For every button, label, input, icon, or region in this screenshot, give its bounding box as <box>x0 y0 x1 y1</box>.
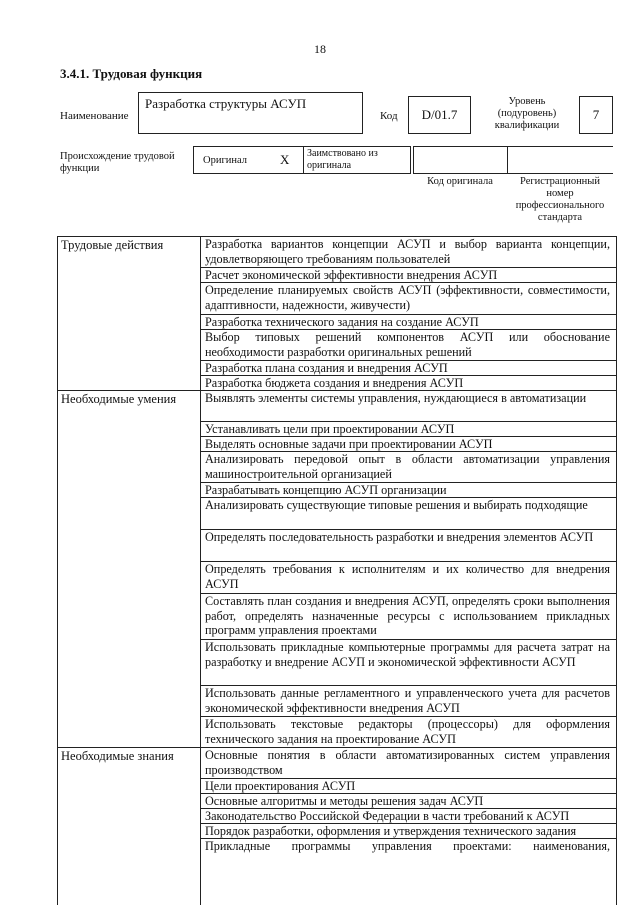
table-cell: Разработка вариантов концепции АСУП и выбор варианта концепции, удовлетворяющего требованиям пользователей <box>205 237 610 266</box>
name-label: Наименование <box>60 110 129 122</box>
code-value: D/01.7 <box>421 107 458 122</box>
table-cell: Разработка бюджета создания и внедрения АСУП <box>205 376 464 390</box>
name-box <box>138 92 363 134</box>
table-cell: Выбор типовых решений компонентов АСУП или обоснование необходимости разработки оригинальных решений <box>205 330 610 359</box>
level-value: 7 <box>592 107 600 122</box>
original-mark: X <box>280 152 290 167</box>
origin-code-boxes <box>413 146 613 174</box>
table-cell: Разработка технического задания на создание АСУП <box>205 315 479 329</box>
table-column-divider <box>200 236 201 905</box>
table-cell: Использовать прикладные компьютерные программы для расчета затрат на разработку и внедрение АСУП и экономической эффективности АСУП <box>205 640 610 669</box>
table-cell: Разработка плана создания и внедрения АСУП <box>205 361 448 375</box>
table-cell: Анализировать существующие типовые решения и выбирать подходящие <box>205 498 588 512</box>
borrowed-label: Заимствовано из оригинала <box>307 148 378 171</box>
origin-table <box>193 146 411 174</box>
table-cell: Цели проектирования АСУП <box>205 779 356 793</box>
level-box <box>579 96 613 134</box>
functions-table <box>57 236 617 905</box>
table-cell: Выявлять элементы системы управления, нуждающиеся в автоматизации <box>205 391 587 405</box>
table-cell: Определять требования к исполнителям и их количество для внедрения АСУП <box>205 562 610 591</box>
section-title: 3.4.1. Трудовая функция <box>60 66 203 81</box>
table-cell: Использовать текстовые редакторы (процессоры) для оформления технического задания на проектирование АСУП <box>205 717 610 746</box>
table-cell: Устанавливать цели при проектировании АСУП <box>205 422 455 436</box>
table-cell: Прикладные программы управления проектами: наименования, <box>205 839 610 853</box>
original-label: Оригинал <box>203 155 247 166</box>
section-label: Необходимые знания <box>61 749 174 763</box>
table-cell: Порядок разработки, оформления и утверждения технического задания <box>205 824 577 838</box>
table-cell: Определять последовательность разработки и внедрения элементов АСУП <box>205 530 594 544</box>
table-cell: Определение планируемых свойств АСУП (эффективности, совместимости, адаптивности, надежности, живучести) <box>205 283 610 312</box>
table-cell: Основные понятия в области автоматизированных систем управления производством <box>205 748 610 777</box>
function-name: Разработка структуры АСУП <box>145 96 307 111</box>
table-cell: Расчет экономической эффективности внедрения АСУП <box>205 268 498 282</box>
table-cell: Основные алгоритмы и методы решения задач АСУП <box>205 794 484 808</box>
code-box <box>408 96 471 134</box>
code-original-caption: Код оригинала <box>427 176 493 187</box>
table-right-border <box>616 236 617 905</box>
table-cell: Анализировать передовой опыт в области автоматизации управления машиностроительной организацией <box>205 452 610 481</box>
table-cell: Законодательство Российской Федерации в части требований к АСУП <box>205 809 570 823</box>
reg-number-caption: Регистрационный номер профессионального стандарта <box>515 176 605 223</box>
table-cell: Выделять основные задачи при проектировании АСУП <box>205 437 493 451</box>
table-left-border <box>57 236 58 905</box>
section-label: Необходимые умения <box>61 392 177 406</box>
table-cell: Использовать данные регламентного и управленческого учета для расчетов экономической эффективности внедрения АСУП <box>205 686 610 715</box>
table-cell: Разрабатывать концепцию АСУП организации <box>205 483 447 497</box>
code-label: Код <box>380 110 398 122</box>
page-number: 18 <box>314 42 326 56</box>
section-label: Трудовые действия <box>61 238 164 252</box>
table-cell: Составлять план создания и внедрения АСУП, определять сроки выполнения работ, определять назначенные ресурсы с использованием прикладных программ управления проектами <box>205 594 610 637</box>
origin-label: Происхождение трудовой функции <box>60 151 175 174</box>
level-label: Уровень (подуровень) квалификации <box>494 96 560 131</box>
